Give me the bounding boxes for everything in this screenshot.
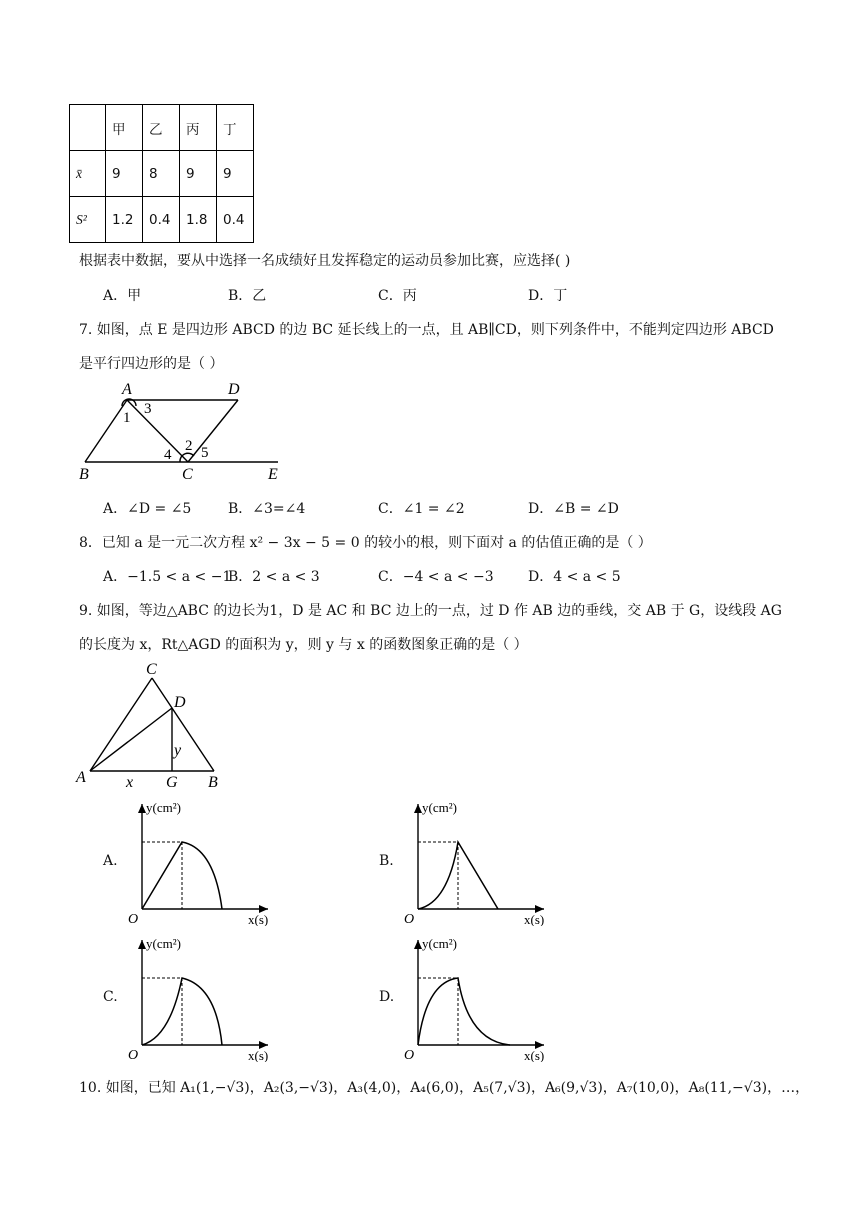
x-axis-label: x(s) xyxy=(524,1048,545,1062)
table-cell: 9 xyxy=(217,151,254,197)
origin-label: O xyxy=(404,1048,415,1062)
q7-option-a[interactable]: A．∠D = ∠5 xyxy=(103,501,192,517)
row-label: x̄ xyxy=(70,151,106,197)
label-e: E xyxy=(268,466,278,483)
q8-stem: 8．已知 a 是一元二次方程 x² − 3x − 5 = 0 的较小的根，则下面对 a 的估值正确的是（ ） xyxy=(79,535,652,551)
q9-stem-line2: 的长度为 x，Rt△AGD 的面积为 y，则 y 与 x 的函数图象正确的是（ ） xyxy=(79,637,528,653)
q9-option-b[interactable]: B. xyxy=(379,853,394,869)
q7-option-b[interactable]: B．∠3=∠4 xyxy=(228,501,306,517)
y-axis-arrow xyxy=(414,804,422,813)
graph-b xyxy=(394,796,554,926)
label-a: A xyxy=(76,769,86,786)
q6-option-a[interactable]: A．甲 xyxy=(103,288,142,304)
origin-label: O xyxy=(404,912,415,926)
angle-4: 4 xyxy=(164,447,172,463)
label-y: y xyxy=(174,742,182,759)
table-cell: 丁 xyxy=(217,105,254,151)
label-c: C xyxy=(182,466,193,483)
q8-option-d[interactable]: D．4 < a < 5 xyxy=(528,569,621,585)
x-axis-label: x(s) xyxy=(248,1048,269,1062)
q7-option-c[interactable]: C．∠1 = ∠2 xyxy=(378,501,465,517)
y-axis-label: y(cm²) xyxy=(146,800,181,815)
table-row xyxy=(70,197,254,243)
angle-1: 1 xyxy=(123,410,131,426)
q9-stem-line1: 9. 如图，等边△ABC 的边长为1，D 是 AC 和 BC 边上的一点，过 D 作 AB 边的垂线，交 AB 于 G，设线段 AG xyxy=(79,603,782,619)
y-axis-arrow xyxy=(414,940,422,949)
row-label: S² xyxy=(70,197,106,243)
label-g: G xyxy=(166,774,178,791)
label-b: B xyxy=(208,774,218,791)
origin-label: O xyxy=(128,912,139,926)
table-cell: 1.8 xyxy=(180,197,217,243)
y-axis-arrow xyxy=(138,804,146,813)
origin-label: O xyxy=(128,1048,139,1062)
q6-stem: 根据表中数据，要从中选择一名成绩好且发挥稳定的运动员参加比赛，应选择( ) xyxy=(79,253,571,269)
table-row xyxy=(70,151,254,197)
label-a: A xyxy=(122,381,132,398)
label-d: D xyxy=(174,694,186,711)
score-table xyxy=(69,104,254,243)
table-cell xyxy=(70,105,106,151)
table-cell: 9 xyxy=(180,151,217,197)
q6-option-b[interactable]: B．乙 xyxy=(228,288,267,304)
label-c: C xyxy=(146,661,157,678)
table-cell: 乙 xyxy=(143,105,180,151)
graph-d xyxy=(394,932,554,1062)
q8-option-b[interactable]: B．2 < a < 3 xyxy=(228,569,320,585)
y-axis-label: y(cm²) xyxy=(146,936,181,951)
q6-option-c[interactable]: C．丙 xyxy=(378,288,417,304)
table-cell: 甲 xyxy=(106,105,143,151)
table-cell: 1.2 xyxy=(106,197,143,243)
table-cell: 丙 xyxy=(180,105,217,151)
angle-3: 3 xyxy=(144,401,152,417)
q7-option-d[interactable]: D．∠B = ∠D xyxy=(528,501,619,517)
y-axis-label: y(cm²) xyxy=(422,936,457,951)
q9-option-c[interactable]: C. xyxy=(103,989,118,1005)
q8-option-c[interactable]: C．−4 < a < −3 xyxy=(378,569,494,585)
q7-stem-line2: 是平行四边形的是（ ） xyxy=(79,356,224,372)
q6-option-d[interactable]: D．丁 xyxy=(528,288,568,304)
q8-option-a[interactable]: A．−1.5 < a < −1 xyxy=(103,569,232,585)
table-header-row xyxy=(70,105,254,151)
function-curve xyxy=(418,978,510,1045)
graph-c xyxy=(118,932,278,1062)
q9-option-a[interactable]: A. xyxy=(103,853,118,869)
x-axis-label: x(s) xyxy=(524,912,545,926)
table-cell: 8 xyxy=(143,151,180,197)
q7-figure xyxy=(70,378,290,484)
label-d: D xyxy=(228,381,240,398)
label-x: x xyxy=(126,774,134,791)
table-cell: 9 xyxy=(106,151,143,197)
graph-a xyxy=(118,796,278,926)
q9-option-d[interactable]: D. xyxy=(379,989,395,1005)
q7-stem-line1: 7. 如图，点 E 是四边形 ABCD 的边 BC 延长线上的一点，且 AB∥CD，则下列条件中，不能判定四边形 ABCD xyxy=(79,322,774,338)
q9-triangle-figure xyxy=(72,660,232,792)
label-b: B xyxy=(79,466,89,483)
angle-2: 2 xyxy=(185,438,193,454)
table-cell: 0.4 xyxy=(217,197,254,243)
y-axis-label: y(cm²) xyxy=(422,800,457,815)
y-axis-arrow xyxy=(138,940,146,949)
table-cell: 0.4 xyxy=(143,197,180,243)
q10-stem: 10. 如图，已知 A₁(1,−√3)，A₂(3,−√3)，A₃(4,0)，A₄(6,0)，A₅(7,√3)，A₆(9,√3)，A₇(10,0)，A₈(11,−√3)，…， xyxy=(79,1080,810,1096)
angle-5: 5 xyxy=(201,445,209,461)
x-axis-label: x(s) xyxy=(248,912,269,926)
